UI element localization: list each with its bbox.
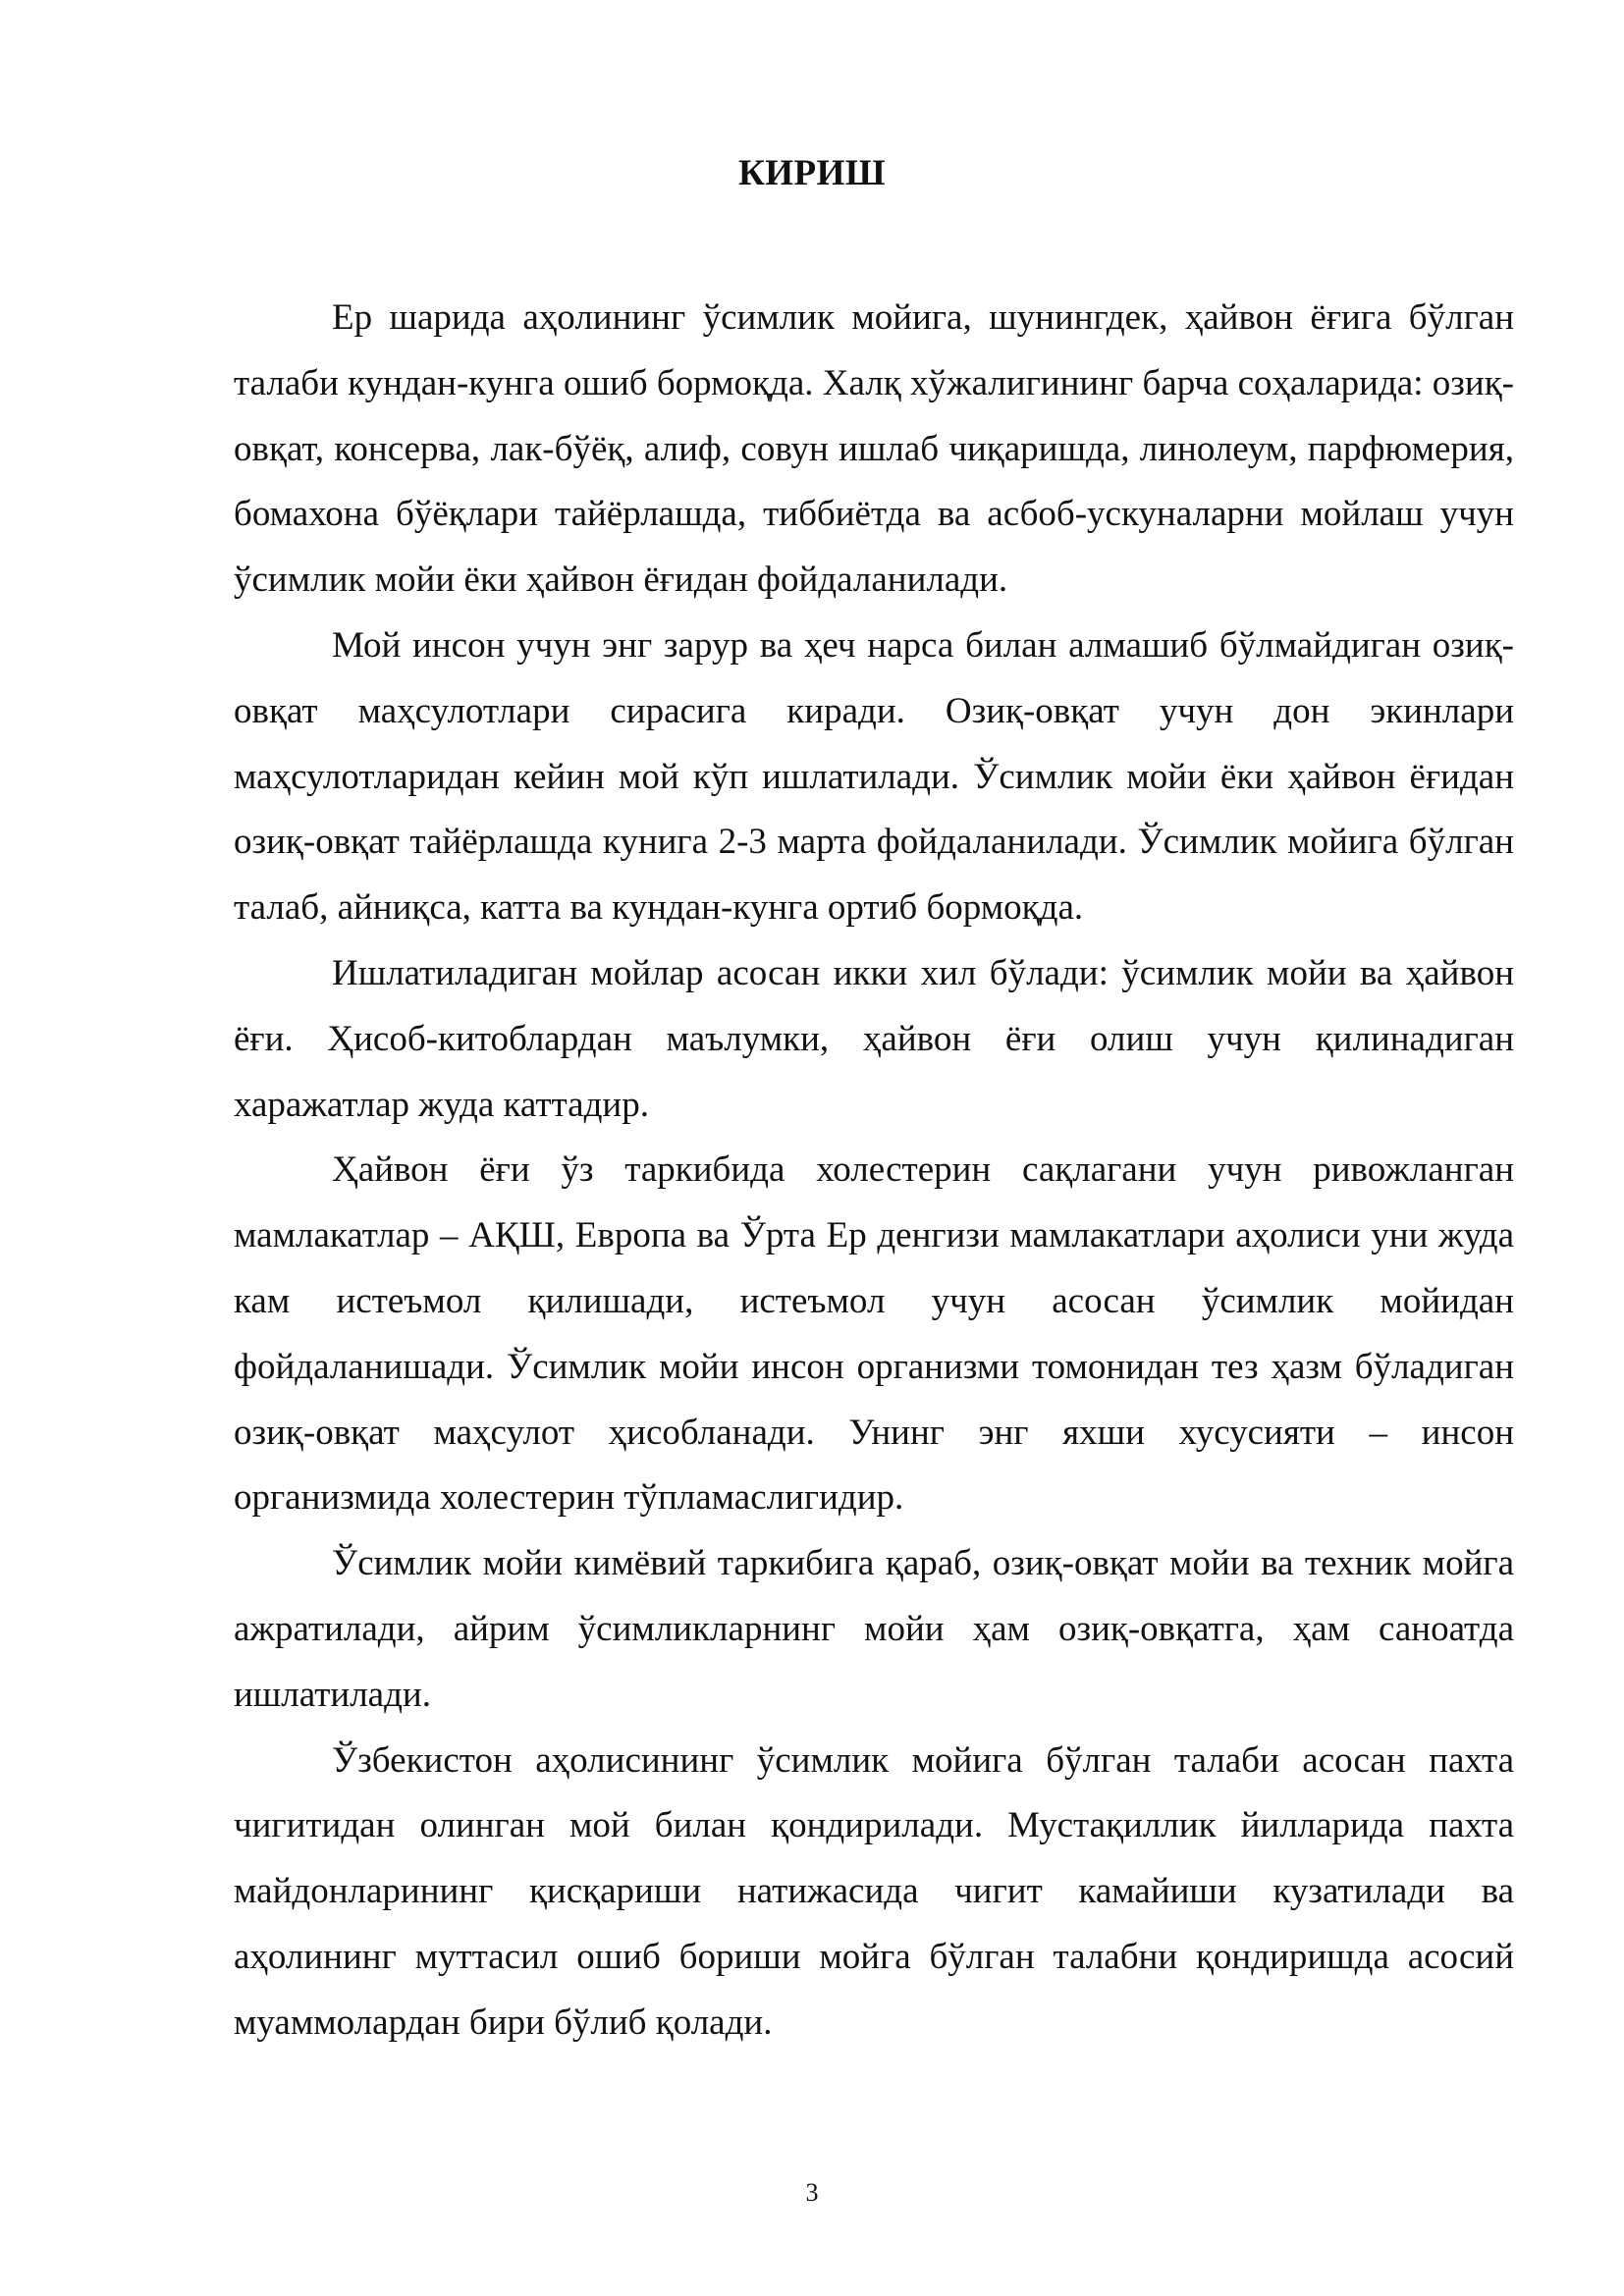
page-title: КИРИШ <box>737 153 887 193</box>
document-body <box>234 286 1514 2056</box>
paragraph: Ўзбекистон аҳолисининг ўсимлик мойига бўлган талаби асосан пахта чигитидан олинган мой билан қондирилади. Мустақиллик йилларида пахта майдонларининг қисқариши натижасида чигит камайиши кузатилади ва аҳолининг муттасил ошиб бориши мойга бўлган талабни қондиришда асосий муаммолардан бири бўлиб қолади. <box>234 1739 1514 2043</box>
paragraph: Ҳайвон ёғи ўз таркибида холестерин сақлагани учун ривожланган мамлакатлар – АҚШ, Европа ва Ўрта Ер денгизи мамлакатлари аҳолиси уни жуда кам истеъмол қилишади, истеъмол учун асосан ўсимлик мойидан фойдаланишади. Ўсимлик мойи инсон организми томонидан тез ҳазм бўладиган озиқ-овқат маҳсулот ҳисобланади. Унинг энг яхши хусусияти – инсон организмида холестерин тўпламаслигидир. <box>234 1149 1514 1519</box>
page-number: 3 <box>805 2178 819 2207</box>
paragraph: Мой инсон учун энг зарур ва ҳеч нарса билан алмашиб бўлмайдиган озиқ-овқат маҳсулотлари сирасига киради. Озиқ-овқат учун дон экинлари маҳсулотларидан кейин мой кўп ишлатилади. Ўсимлик мойи ёки ҳайвон ёғидан озиқ-овқат тайёрлашда кунига 2-3 марта фойдаланилади. Ўсимлик мойига бўлган талаб, айниқса, катта ва кундан-кунга ортиб бормоқда. <box>234 624 1514 929</box>
paragraph: Ишлатиладиган мойлар асосан икки хил бўлади: ўсимлик мойи ва ҳайвон ёғи. Ҳисоб-китоблардан маълумки, ҳайвон ёғи олиш учун қилинадиган харажатлар жуда каттадир. <box>234 952 1514 1125</box>
paragraph: Ўсимлик мойи кимёвий таркибига қараб, озиқ-овқат мойи ва техник мойга ажратилади, айрим ўсимликларнинг мойи ҳам озиқ-овқатга, ҳам саноатда ишлатилади. <box>234 1543 1514 1715</box>
paragraph: Ер шарида аҳолининг ўсимлик мойига, шунингдек, ҳайвон ёғига бўлган талаби кундан-кунга ошиб бормоқда. Халқ хўжалигининг барча соҳаларида: озиқ-овқат, консерва, лак-бўёқ, алиф, совун ишлаб чиқаришда, линолеум, парфюмерия, бомахона бўёқлари тайёрлашда, тиббиётда ва асбоб-ускуналарни мойлаш учун ўсимлик мойи ёки ҳайвон ёғидан фойдаланилади. <box>234 297 1514 601</box>
